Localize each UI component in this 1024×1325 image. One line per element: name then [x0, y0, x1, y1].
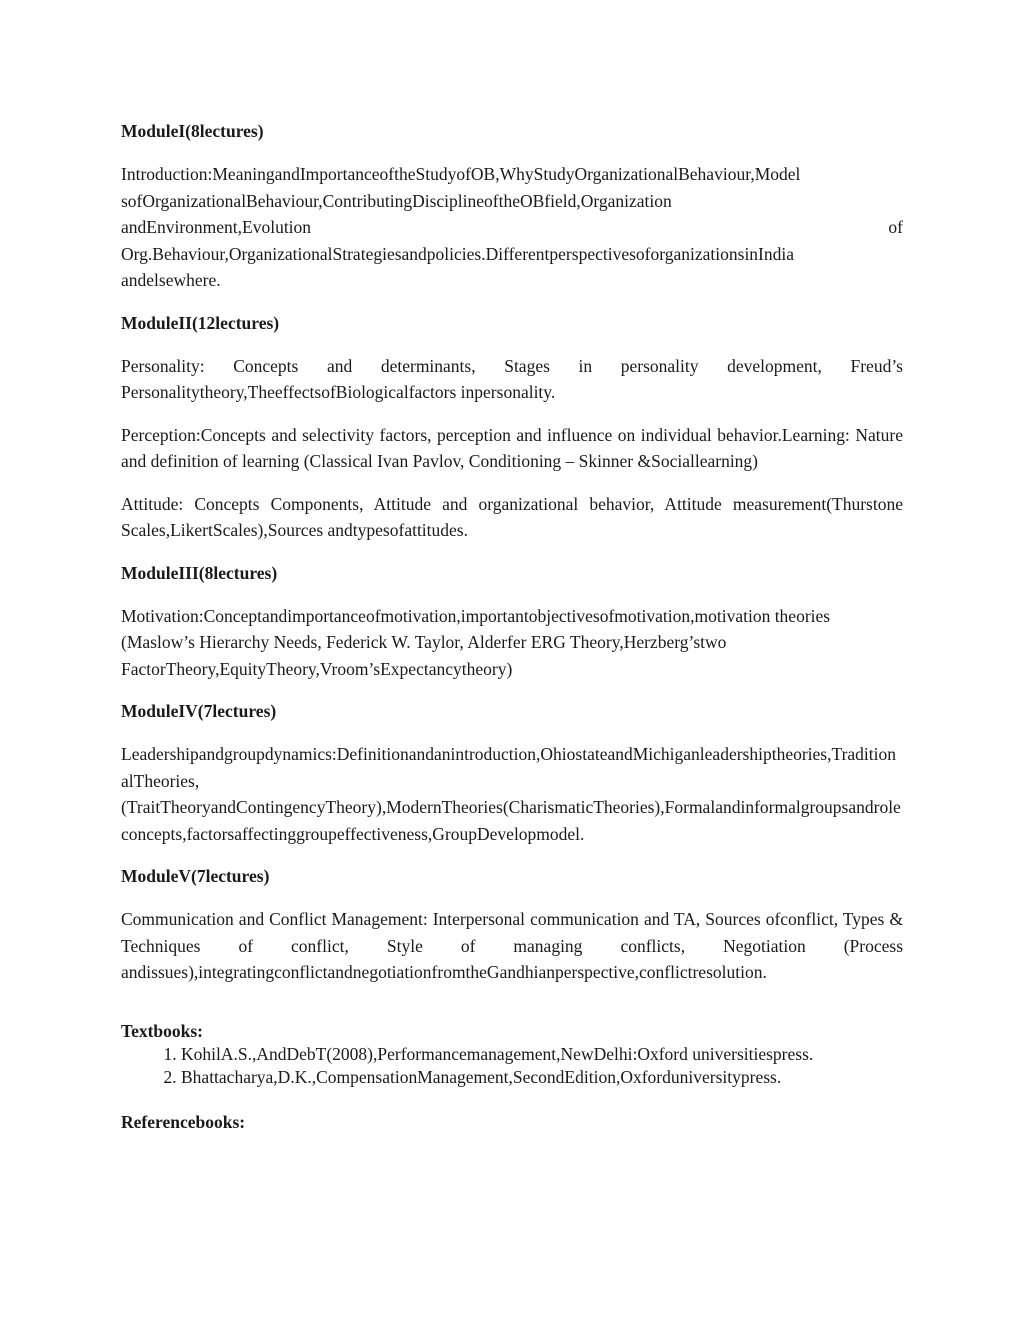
- module-paragraph: Personality: Concepts and determinants, Stages in personality development, Freud’s Personalitytheory,TheeffectsofBiologicalfactors inpersonality.: [121, 355, 903, 402]
- module-paragraph: Leadershipandgroupdynamics:Definitionandanintroduction,OhiostateandMichiganleadershiptheories,TraditionalTheories,(TraitTheoryandContingencyTheory),ModernTheories(CharismaticTheories),Formalandinformalgroupsandroleconcepts,factorsaffectinggroupeffectiveness,GroupDevelopmodel.: [121, 744, 901, 844]
- module-paragraph: Perception:Concepts and selectivity factors, perception and influence on individual behavior.Learning: Nature and definition of learning (Classical Ivan Pavlov, Conditioning – Skinner &Sociallearning): [121, 424, 903, 471]
- module-paragraph: Communication and Conflict Management: Interpersonal communication and TA, Sources ofconflict, Types & Techniques of conflict, Style of managing conflicts, Negotiation (Process andissues),integratingconflictandnegotiationfromtheGandhianperspective,conflictresolution.: [121, 909, 903, 982]
- reference-books-heading: Referencebooks:: [121, 1111, 246, 1132]
- module-heading: ModuleV(7lectures): [121, 866, 270, 886]
- module-2: [121, 310, 903, 544]
- reference-books-section: [121, 1111, 903, 1134]
- textbook-item: 1. KohilA.S.,AndDebT(2008),Performancemanagement,NewDelhi:Oxford universitiespress.: [181, 1043, 903, 1066]
- module-heading: ModuleIV(7lectures): [121, 701, 277, 721]
- module-paragraph: Motivation:Conceptandimportanceofmotivation,importantobjectivesofmotivation,motivation theories (Maslow’s Hierarchy Needs, Federick W. Taylor, Alderfer ERG Theory,Herzberg’stwo FactorTheory,EquityTheory,Vroom’sExpectancytheory): [121, 605, 831, 679]
- paragraph-line: sofOrganizationalBehaviour,ContributingDisciplineoftheOBfield,Organization: [121, 190, 672, 211]
- module-paragraph: Attitude: Concepts Components, Attitude and organizational behavior, Attitude measurement(Thurstone Scales,LikertScales),Sources andtypesofattitudes.: [121, 493, 903, 540]
- module-heading: ModuleII(12lectures): [121, 312, 280, 333]
- module-4: [121, 698, 903, 847]
- module-paragraph: [121, 161, 903, 294]
- paragraph-line: andelsewhere.: [121, 270, 221, 290]
- paragraph-line: Introduction:MeaningandImportanceoftheStudyofOB,WhyStudyOrganizationalBehaviour,Model: [121, 164, 801, 184]
- textbooks-list: [121, 1043, 903, 1089]
- textbooks-heading: Textbooks:: [121, 1020, 204, 1041]
- module-3: [121, 560, 903, 683]
- textbook-item: 2. Bhattacharya,D.K.,CompensationManagement,SecondEdition,Oxforduniversitypress.: [181, 1066, 903, 1089]
- module-heading: ModuleI(8lectures): [121, 121, 264, 141]
- paragraph-line: Org.Behaviour,OrganizationalStrategiesandpolicies.DifferentperspectivesoforganizationsinIndia: [121, 243, 795, 264]
- module-1: [121, 118, 903, 294]
- document-page: [121, 118, 903, 1134]
- textbooks-section: [121, 1020, 903, 1089]
- paragraph-line: andEnvironment,Evolution of: [121, 217, 903, 237]
- module-heading: ModuleIII(8lectures): [121, 562, 278, 583]
- module-5: [121, 863, 903, 986]
